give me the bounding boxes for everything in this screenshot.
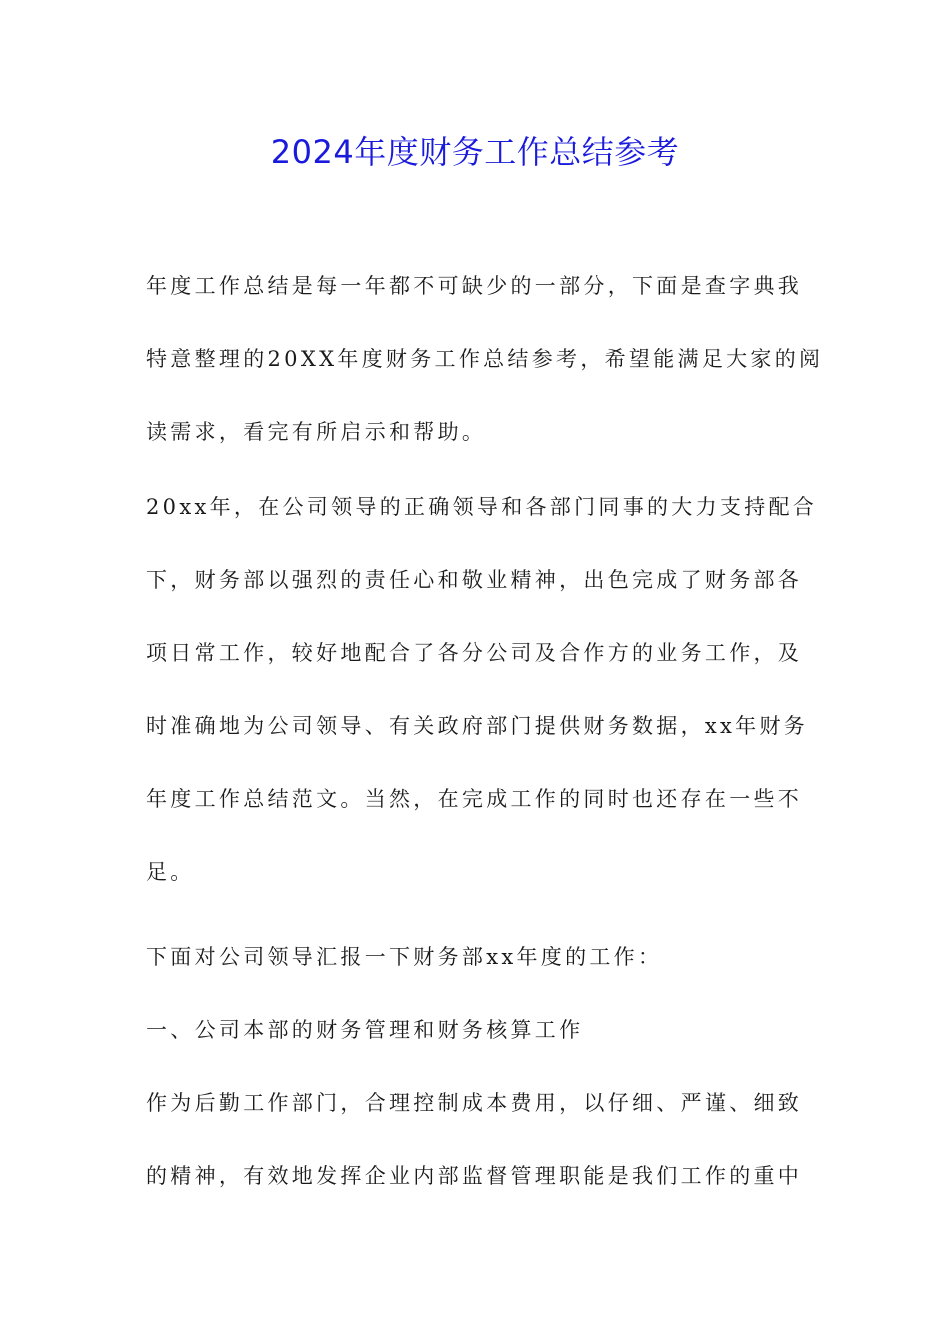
paragraph-report-intro (146, 921, 816, 994)
paragraph-summary (146, 471, 816, 909)
paragraph-line: 足。 (146, 860, 195, 884)
paragraph-line: 下面对公司领导汇报一下财务部xx年度的工作： (146, 945, 663, 969)
paragraph-line: 年度工作总结范文。当然，在完成工作的同时也还存在一些不 (146, 787, 803, 811)
paragraph-line: 20xx年，在公司领导的正确领导和各部门同事的大力支持配合 (146, 495, 818, 519)
section-heading (146, 994, 816, 1067)
paragraph-line: 下，财务部以强烈的责任心和敬业精神，出色完成了财务部各 (146, 568, 803, 592)
paragraph-line: 项日常工作，较好地配合了各分公司及合作方的业务工作，及 (146, 641, 803, 665)
paragraph-line: 时准确地为公司领导、有关政府部门提供财务数据，xx年财务 (146, 714, 809, 738)
paragraph-line: 年度工作总结是每一年都不可缺少的一部分，下面是查字典我 (146, 274, 803, 298)
paragraph-line: 特意整理的20XX年度财务工作总结参考，希望能满足大家的阅 (146, 347, 824, 371)
paragraph-line: 读需求，看完有所启示和帮助。 (146, 420, 487, 444)
paragraph-line: 作为后勤工作部门，合理控制成本费用，以仔细、严谨、细致 (146, 1091, 803, 1115)
document-title: 2024年度财务工作总结参考 (270, 133, 680, 171)
paragraph-section-body (146, 1067, 816, 1213)
paragraph-line: 一、公司本部的财务管理和财务核算工作 (146, 1018, 584, 1042)
paragraph-intro (146, 250, 824, 469)
paragraph-line: 的精神，有效地发挥企业内部监督管理职能是我们工作的重中 (146, 1164, 803, 1188)
